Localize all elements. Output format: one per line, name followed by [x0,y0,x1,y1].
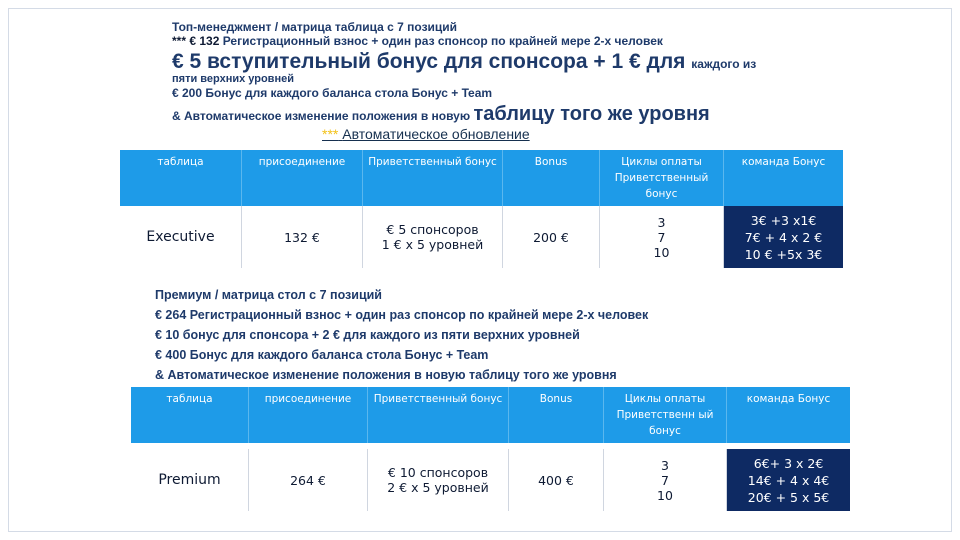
executive-table [120,150,843,268]
executive-balance-bonus-line: € 200 Бонус для каждого баланса стола Бонус + Team [172,86,493,100]
team-line-2: 7€ + 4 x 2 € [744,229,823,245]
executive-sponsor-bonus-line [172,50,756,74]
cell-team [724,206,843,268]
executive-table-header [120,150,843,206]
premium-table [131,387,850,511]
cycle-3: 10 [653,244,670,260]
cycle-2: 7 [657,229,666,245]
auto-update-text: Автоматическое обновление [342,126,530,142]
welcome-line-1: € 10 спонсоров [387,465,489,480]
premium-title: Премиум / матрица стол с 7 позиций [155,288,382,302]
header-bonus: Bonus [503,150,600,206]
cell-name: Premium [131,449,249,511]
team-line-3: 10 € +5x 3€ [744,246,823,262]
header-welcome: Приветственный бонус [368,387,509,443]
header-table: таблица [131,387,249,443]
cycle-1: 3 [657,214,666,230]
cycle-2: 7 [661,472,669,488]
cycle-3: 10 [657,487,673,503]
executive-fee-text: Регистрационный взнос + один раз спонсор по крайней мере 2-х человек [222,34,663,48]
executive-reposition-small: & Автоматическое изменение положения в новую [172,109,471,123]
stars-decoration: *** [322,126,339,142]
premium-balance-bonus-line: € 400 Бонус для каждого баланса стола Бонус + Team [155,348,489,362]
executive-sponsor-bonus-small: каждого из [691,57,757,71]
team-line-3: 20€ + 5 x 5€ [747,489,830,505]
cell-bonus: 400 € [509,449,604,511]
header-cycles: Циклы оплаты Приветственный бонус [600,150,724,206]
cell-team [727,449,850,511]
header-cycles: Циклы оплаты Приветственн ый бонус [604,387,727,443]
executive-fee-line [172,34,663,48]
executive-fee-amount: *** € 132 [172,34,220,48]
auto-update-heading [322,126,530,142]
header-welcome: Приветственный бонус [363,150,503,206]
welcome-line-1: € 5 спонсоров [386,222,479,237]
cell-welcome [363,206,503,268]
cycle-1: 3 [661,457,669,473]
executive-title: Топ-менеджмент / матрица таблица с 7 позиций [172,20,458,34]
cell-name: Executive [120,206,242,268]
cell-join: 264 € [249,449,368,511]
welcome-line-2: 2 € x 5 уровней [387,480,489,495]
cell-join: 132 € [242,206,363,268]
team-line-2: 14€ + 4 x 4€ [747,472,830,488]
header-team: команда Бонус [724,150,843,206]
executive-sponsor-bonus-big: € 5 вступительный бонус для спонсора + 1 € для [172,50,686,73]
cell-bonus: 200 € [503,206,600,268]
cell-cycles [600,206,724,268]
header-team: команда Бонус [727,387,850,443]
cell-cycles [604,449,727,511]
table-row [120,206,843,268]
header-join: присоединение [249,387,368,443]
premium-reposition-line: & Автоматическое изменение положения в новую таблицу того же уровня [155,368,617,382]
premium-table-header [131,387,850,443]
executive-reposition-line [172,103,710,126]
premium-sponsor-bonus-line: € 10 бонус для спонсора + 2 € для каждого из пяти верхних уровней [155,328,580,342]
table-row [131,449,850,511]
executive-levels-line: пяти верхних уровней [172,73,294,85]
welcome-line-2: 1 € x 5 уровней [381,237,484,252]
header-join: присоединение [242,150,363,206]
team-line-1: 6€+ 3 x 2€ [753,455,824,471]
cell-welcome [368,449,509,511]
header-table: таблица [120,150,242,206]
team-line-1: 3€ +3 x1€ [750,212,817,228]
header-bonus: Bonus [509,387,604,443]
executive-reposition-big: таблицу того же уровня [473,103,710,125]
premium-fee-line: € 264 Регистрационный взнос + один раз спонсор по крайней мере 2-х человек [155,308,649,322]
